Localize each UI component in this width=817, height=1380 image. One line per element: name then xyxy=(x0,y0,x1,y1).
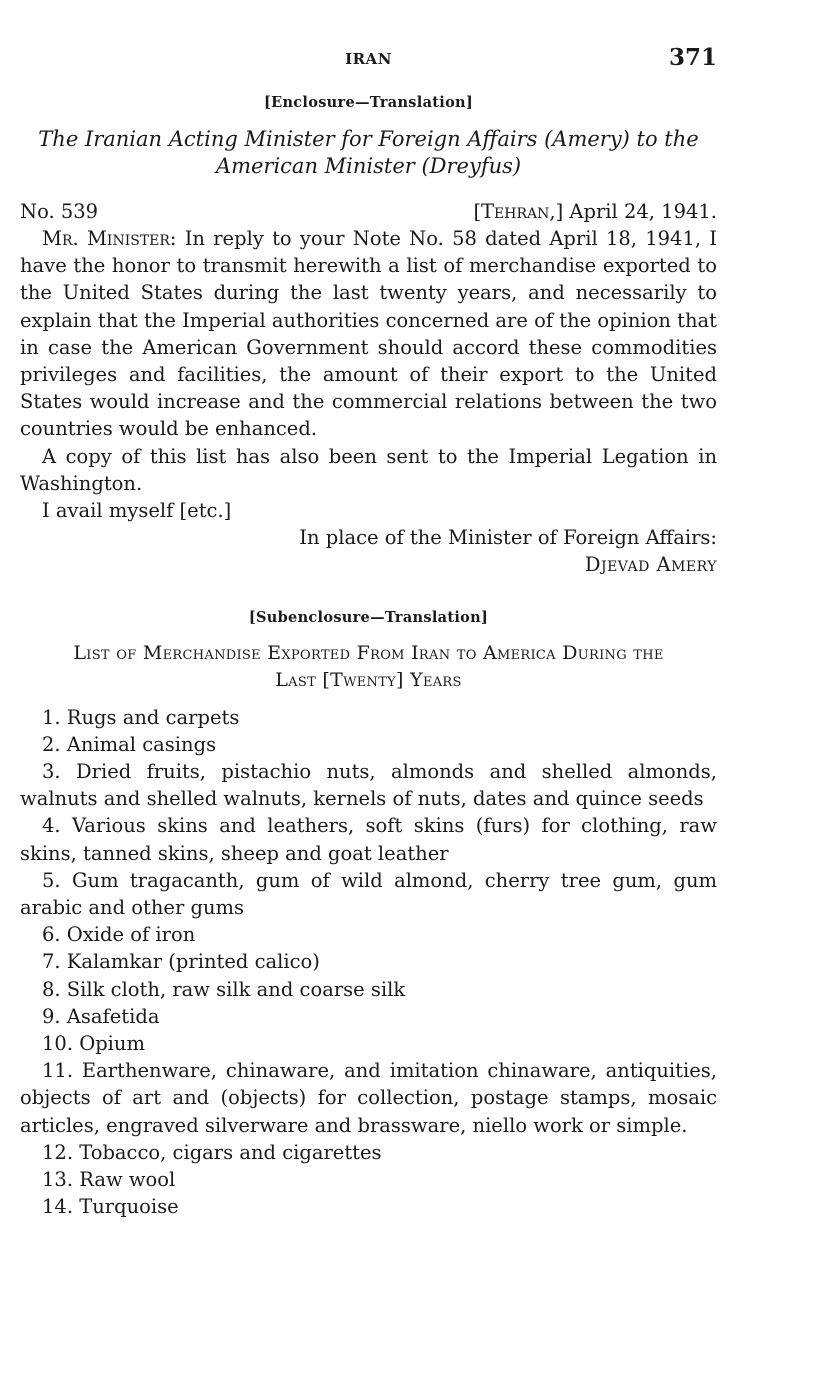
place-date xyxy=(473,198,717,225)
paragraph-1 xyxy=(20,225,717,443)
list-item: 13. Raw wool xyxy=(42,1168,176,1192)
letter-date: April 24, 1941. xyxy=(563,200,717,223)
list-title-line-2: Last [Twenty] Years xyxy=(275,668,462,691)
subenclosure-label: [Subenclosure—Translation] xyxy=(248,608,489,626)
list-item: 12. Tobacco, cigars and cigarettes xyxy=(42,1140,382,1164)
place-open-bracket: [ xyxy=(473,200,482,223)
paragraph-1-text: In reply to your Note No. 58 dated April 18, 1941, I have the honor to transmit herewith a list of merchandise exported to the United States during the last twenty years, and necessarily to explain that the Imperial authorities concerned are of the opinion that in case the American Government should accord these commodities privileges and facilities, the amount of their export to the United States would increase and the commercial relations between the two countries would be enhanced. xyxy=(20,227,717,441)
running-title: IRAN xyxy=(345,50,392,68)
merchandise-list xyxy=(20,704,717,1221)
list-title-line-1: List of Merchandise Exported From Iran to America During the xyxy=(73,641,664,664)
list-item: 2. Animal casings xyxy=(42,732,217,756)
list-item: 4. Various skins and leathers, soft skins (furs) for clothing, raw skins, tanned skins, sheep and goat leather xyxy=(20,814,717,865)
closing-line: In place of the Minister of Foreign Affairs: xyxy=(299,526,717,550)
letter-title xyxy=(20,126,717,180)
page-number: 371 xyxy=(668,44,717,71)
paragraph-2: A copy of this list has also been sent to the Imperial Legation in Washington. xyxy=(20,444,717,495)
list-item: 5. Gum tragacanth, gum of wild almond, cherry tree gum, gum arabic and other gums xyxy=(20,868,717,920)
list-item: 11. Earthenware, chinaware, and imitation chinaware, antiquities, objects of art and (objects) for collection, postage stamps, mosaic articles, engraved silverware and brassware, niello work or simple. xyxy=(20,1059,717,1137)
note-number-line xyxy=(20,198,717,225)
place-name: Tehran xyxy=(481,200,550,223)
letter-title-line-1: The Iranian Acting Minister for Foreign Affairs (Amery) to the xyxy=(38,127,699,151)
salutation: Mr. Minister: xyxy=(42,227,177,250)
paragraph-3: I avail myself [etc.] xyxy=(42,499,232,523)
list-item: 9. Asafetida xyxy=(42,1004,160,1028)
place-close-bracket: ,] xyxy=(549,200,564,223)
list-item: 1. Rugs and carpets xyxy=(42,705,240,729)
note-number: No. 539 xyxy=(20,200,99,223)
enclosure-label: [Enclosure—Translation] xyxy=(263,94,474,111)
signature: Djevad Amery xyxy=(584,553,717,577)
page-header xyxy=(20,40,717,80)
list-item: 7. Kalamkar (printed calico) xyxy=(42,950,320,974)
list-item: 3. Dried fruits, pistachio nuts, almonds and shelled almonds, walnuts and shelled walnuts, kernels of nuts, dates and quince seeds xyxy=(20,760,717,811)
list-title xyxy=(20,640,717,694)
letter-title-line-2: American Minister (Dreyfus) xyxy=(215,154,522,178)
document-page xyxy=(20,40,717,1221)
list-item: 14. Turquoise xyxy=(42,1195,179,1219)
list-item: 6. Oxide of iron xyxy=(42,923,196,947)
list-item: 8. Silk cloth, raw silk and coarse silk xyxy=(42,977,406,1001)
list-item: 10. Opium xyxy=(42,1032,145,1056)
